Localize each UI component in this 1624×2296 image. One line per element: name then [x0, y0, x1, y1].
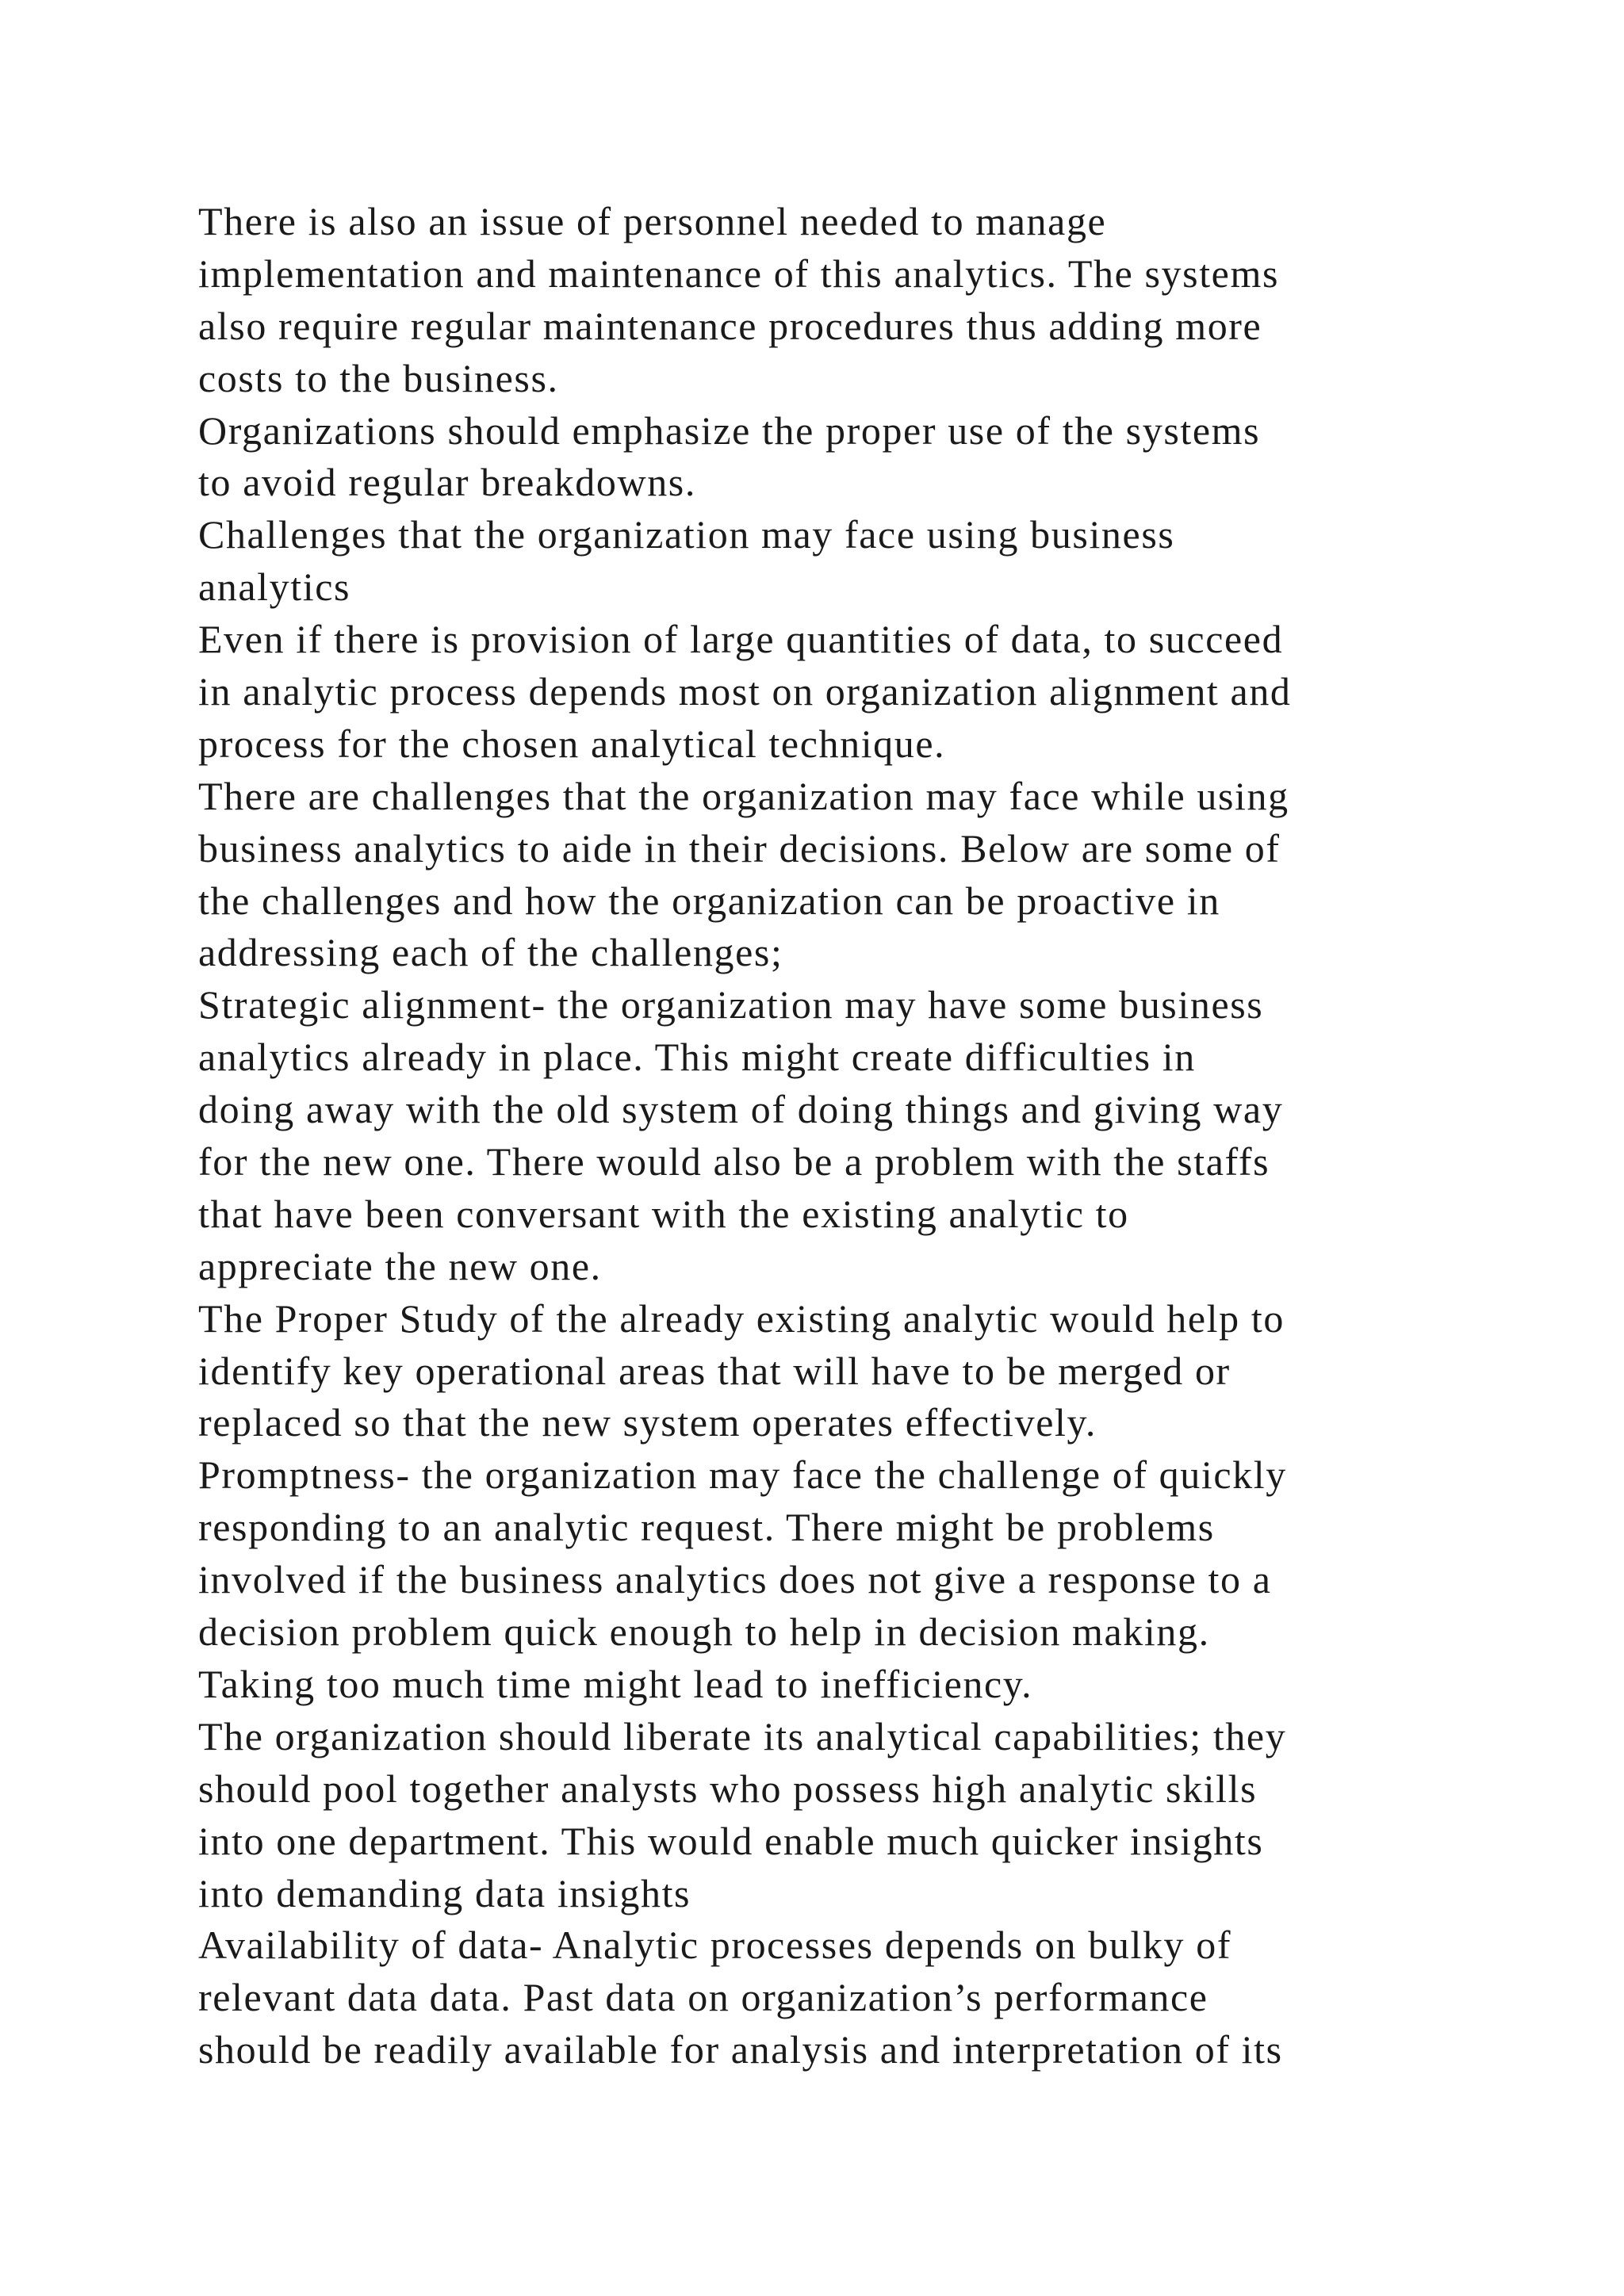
text-line: doing away with the old system of doing things and giving way: [198, 1087, 1284, 1132]
text-line: process for the chosen analytical technique.: [198, 721, 946, 766]
text-line: that have been conversant with the existing analytic to: [198, 1191, 1129, 1236]
text-line: decision problem quick enough to help in decision making.: [198, 1609, 1210, 1655]
text-line: appreciate the new one.: [198, 1243, 602, 1288]
text-line: implementation and maintenance of this analytics. The systems: [198, 251, 1280, 296]
text-line: should pool together analysts who possess high analytic skills: [198, 1766, 1258, 1811]
text-line: The Proper Study of the already existing analytic would help to: [198, 1295, 1285, 1341]
text-line: addressing each of the challenges;: [198, 930, 783, 975]
text-line: identify key operational areas that will have to be merged or: [198, 1348, 1231, 1393]
text-line: replaced so that the new system operates effectively.: [198, 1400, 1097, 1445]
text-line: Promptness- the organization may face the challenge of quickly: [198, 1452, 1287, 1498]
text-line: Organizations should emphasize the proper use of the systems: [198, 408, 1261, 453]
text-line: There is also an issue of personnel needed to manage: [198, 199, 1107, 243]
text-line: also require regular maintenance procedures thus adding more: [198, 303, 1262, 348]
text-line: Challenges that the organization may face using business: [198, 512, 1175, 557]
text-line: relevant data data. Past data on organization’s performance: [198, 1975, 1208, 2020]
text-line: Availability of data- Analytic processes depends on bulky of: [198, 1923, 1232, 1968]
text-line: business analytics to aide in their decisions. Below are some of: [198, 825, 1281, 871]
text-line: into one department. This would enable much quicker insights: [198, 1818, 1264, 1863]
text-line: the challenges and how the organization can be proactive in: [198, 878, 1220, 923]
text-line: should be readily available for analysis and interpretation of its: [198, 2027, 1283, 2072]
text-line: for the new one. There would also be a problem with the staffs: [198, 1139, 1270, 1184]
text-line: There are challenges that the organization may face while using: [198, 773, 1289, 818]
text-line: in analytic process depends most on organization alignment and: [198, 669, 1292, 714]
text-line: analytics already in place. This might create difficulties in: [198, 1035, 1196, 1080]
text-line: Strategic alignment- the organization may have some business: [198, 982, 1264, 1027]
document-body-text: [198, 196, 1546, 2076]
text-line: to avoid regular breakdowns.: [198, 460, 696, 505]
text-line: involved if the business analytics does not give a response to a: [198, 1557, 1272, 1602]
text-line: The organization should liberate its analytical capabilities; they: [198, 1713, 1287, 1758]
text-line: costs to the business.: [198, 355, 559, 400]
text-line: Taking too much time might lead to inefficiency.: [198, 1661, 1033, 1706]
text-line: analytics: [198, 564, 351, 610]
text-line: Even if there is provision of large quantities of data, to succeed: [198, 617, 1284, 662]
text-line: into demanding data insights: [198, 1870, 691, 1915]
text-line: responding to an analytic request. There might be problems: [198, 1505, 1215, 1550]
